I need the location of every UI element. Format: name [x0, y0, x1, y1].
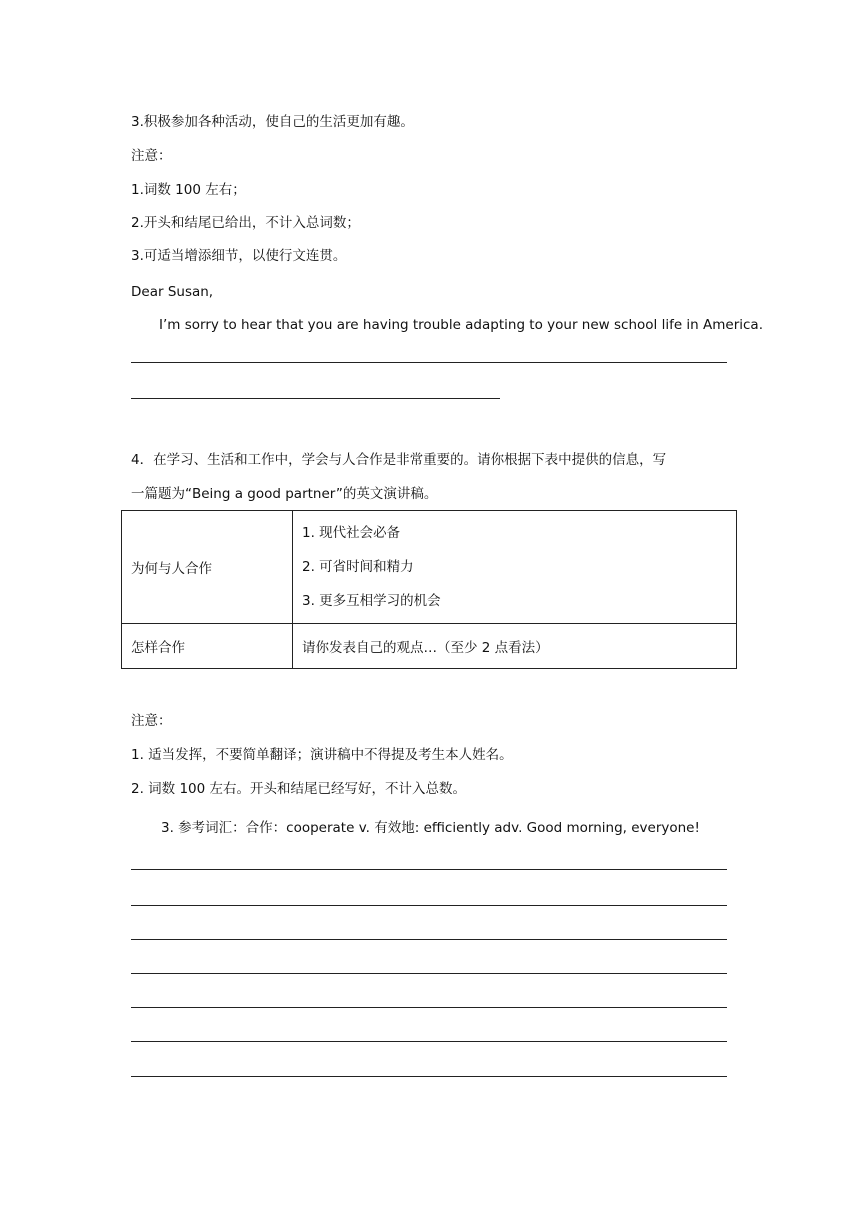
info-table: [121, 510, 737, 669]
prompt-line-1: 4．在学习、生活和工作中，学会与人合作是非常重要的。请你根据下表中提供的信息，写: [131, 452, 667, 468]
notes-label-2: 注意：: [131, 713, 172, 729]
list-item: 1. 现代社会必备: [302, 525, 401, 541]
vocab-line: 3. 参考词汇：合作：cooperate v. 有效地: efficiently adv. Good morning, everyone!: [161, 820, 700, 836]
row-2-value: 请你发表自己的观点…（至少 2 点看法）: [293, 624, 737, 669]
salutation: Dear Susan,: [131, 284, 214, 300]
answer-line[interactable]: [131, 869, 727, 870]
opening-sentence: I’m sorry to hear that you are having trouble adapting to your new school life in America.: [159, 317, 763, 333]
table-row: [122, 624, 737, 669]
answer-line[interactable]: [131, 905, 727, 906]
point-3: 3.积极参加各种活动，使自己的生活更加有趣。: [131, 114, 414, 130]
list-item: 3. 更多互相学习的机会: [302, 593, 441, 609]
answer-line[interactable]: [131, 973, 727, 974]
prompt-line-2: 一篇题为“Being a good partner”的英文演讲稿。: [131, 486, 438, 502]
answer-line[interactable]: [131, 939, 727, 940]
note-4-2: 2. 词数 100 左右。开头和结尾已经写好，不计入总数。: [131, 781, 467, 797]
note-2: 2.开头和结尾已给出，不计入总词数；: [131, 215, 360, 231]
answer-line[interactable]: [131, 1076, 727, 1077]
note-4-1: 1. 适当发挥，不要简单翻译；演讲稿中不得提及考生本人姓名。: [131, 747, 513, 763]
answer-line[interactable]: [131, 1007, 727, 1008]
answer-line[interactable]: [131, 398, 500, 399]
answer-line[interactable]: [131, 1041, 727, 1042]
note-1: 1.词数 100 左右；: [131, 182, 246, 198]
notes-label: 注意：: [131, 148, 172, 164]
row-1-label: 为何与人合作: [122, 511, 293, 624]
answer-line[interactable]: [131, 362, 727, 363]
note-3: 3.可适当增添细节，以使行文连贯。: [131, 248, 347, 264]
row-2-label: 怎样合作: [122, 624, 293, 669]
row-1-items: [293, 511, 737, 624]
table-row: [122, 511, 737, 624]
list-item: 2. 可省时间和精力: [302, 559, 414, 575]
